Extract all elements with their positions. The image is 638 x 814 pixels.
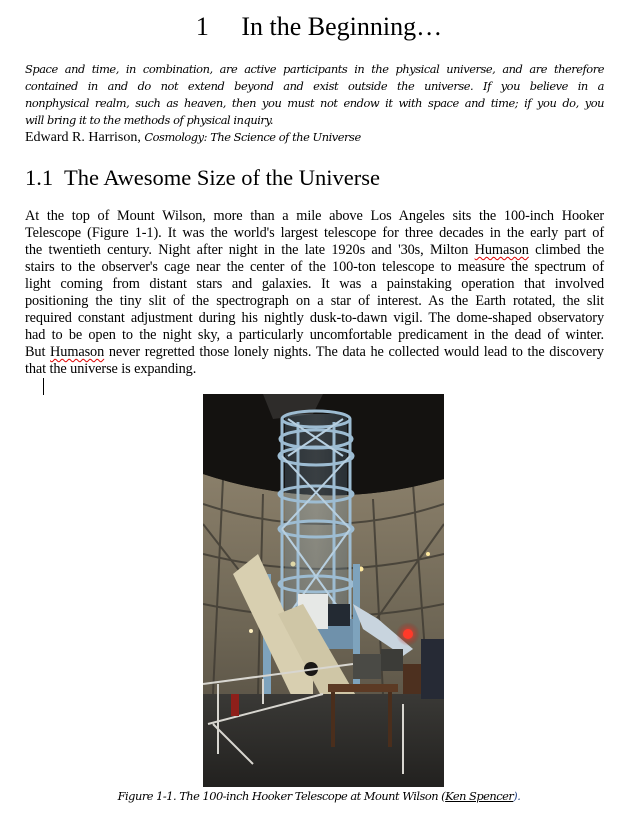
paragraph-line: had to be open to the night sky, a particularly uncomfortable predicament in the dead of winter. <box>25 327 604 343</box>
photo-credit-link[interactable]: Ken Spencer <box>445 789 514 803</box>
text-run: But <box>25 344 51 360</box>
caption-tail: ). <box>513 789 521 803</box>
spellcheck-flagged-word[interactable]: Humason <box>50 344 105 360</box>
epigraph-line: Space and time, in combination, are active participants in the physical universe, and are therefore <box>25 62 604 76</box>
caption-text: Figure 1-1. The 100-inch Hooker Telescope at Mount Wilson ( <box>117 789 446 803</box>
spellcheck-flagged-word[interactable]: Humason <box>474 242 529 258</box>
epigraph-line: nonphysical realm, such as heaven, then you must not endow it with space and time; if you do, you <box>25 96 604 110</box>
telescope-photo[interactable] <box>203 394 444 787</box>
paragraph-line: positioning the tiny slit of the spectrograph on a star of interest. As the Earth rotated, the slit <box>25 293 604 309</box>
epigraph-attribution[interactable] <box>25 129 604 146</box>
paragraph-line: required constant adjustment during his nightly dusk-to-dawn vigil. The dome-shaped observatory <box>25 310 604 326</box>
telescope-image <box>203 394 444 787</box>
text-run: the twentieth century. Night after night in the late 1920s and '30s, Milton <box>25 242 475 258</box>
paragraph-line: Telescope (Figure 1-1). It was the world's largest telescope for three decades in the early part of <box>25 225 604 241</box>
paragraph-line <box>25 242 604 259</box>
epigraph-line: will bring it to the methods of physical inquiry. <box>25 113 274 127</box>
figure-caption[interactable] <box>0 788 638 805</box>
epigraph-quote[interactable] <box>25 61 604 129</box>
paragraph-line: At the top of Mount Wilson, more than a mile above Los Angeles sits the 100-inch Hooker <box>25 208 604 224</box>
epigraph-line: contained in and do not extend beyond and exist outside the universe. If you believe in a <box>25 79 604 93</box>
chapter-heading[interactable]: 1 In the Beginning… <box>195 12 443 41</box>
text-cursor <box>43 378 44 395</box>
paragraph-line <box>25 344 604 361</box>
attribution-author: Edward R. Harrison, <box>25 130 145 145</box>
paragraph-line: stairs to the observer's cage near the center of the 100-ton telescope to measure the spectrum of <box>25 259 604 275</box>
body-paragraph[interactable] <box>25 208 604 378</box>
paragraph-line: that the universe is expanding. <box>25 361 197 377</box>
paragraph-line: light coming from distant stars and galaxies. It was a painstaking operation that involved <box>25 276 604 292</box>
text-run: never regretted those lonely nights. The data he collected would lead to the discovery <box>104 344 604 360</box>
text-run: climbed the <box>528 242 605 258</box>
section-heading[interactable]: 1.1 The Awesome Size of the Universe <box>25 165 380 190</box>
attribution-book-title: Cosmology: The Science of the Universe <box>144 130 361 144</box>
